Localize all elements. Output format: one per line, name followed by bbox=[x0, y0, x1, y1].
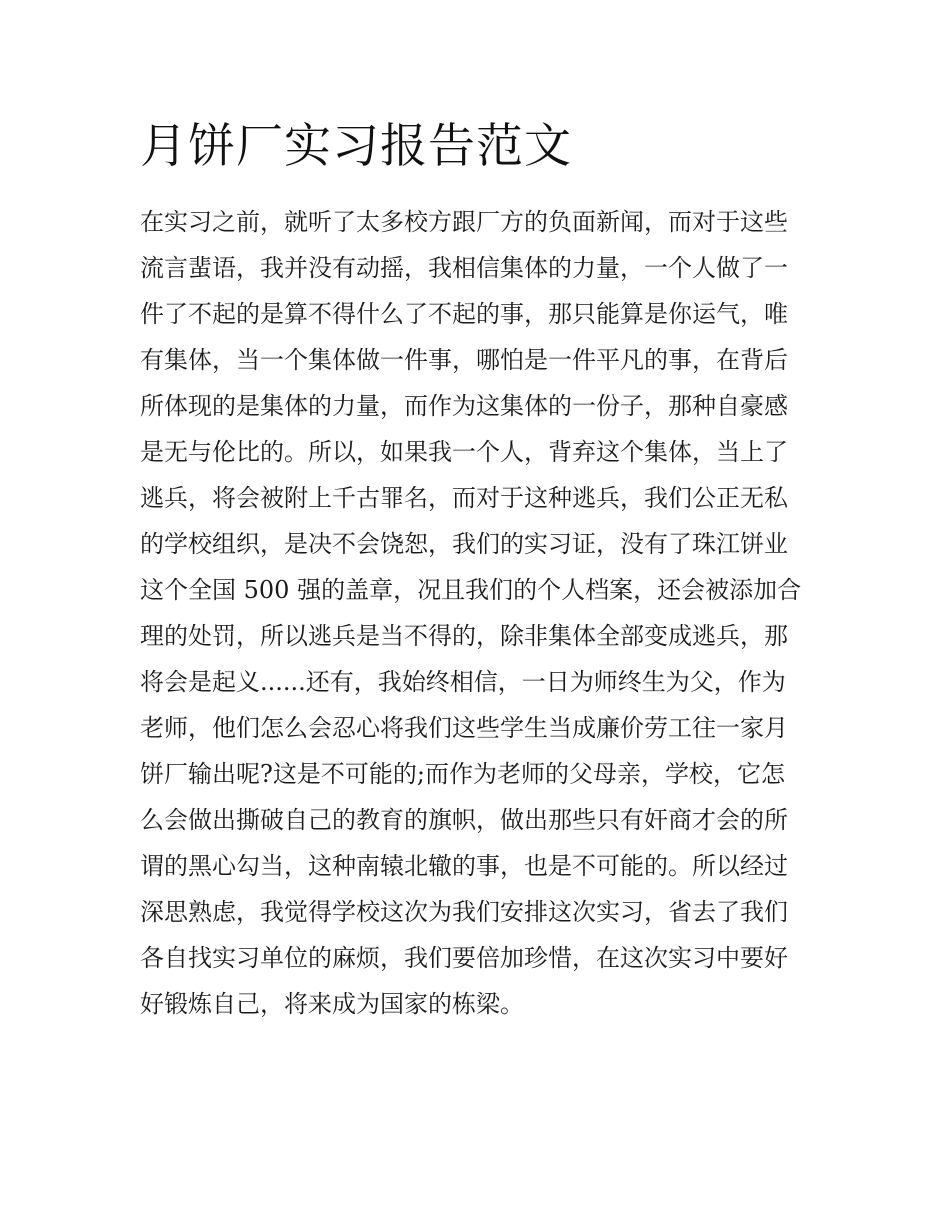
document-body bbox=[140, 199, 820, 1027]
body-line-4: 有集体，当一个集体做一件事，哪怕是一件平凡的事，在背后 bbox=[140, 346, 788, 374]
body-line-10: 理的处罚，所以逃兵是当不得的，除非集体全部变成逃兵，那 bbox=[140, 622, 788, 650]
body-line-15: 谓的黑心勾当，这种南辕北辙的事，也是不可能的。所以经过 bbox=[140, 852, 788, 880]
body-line-2: 流言蜚语，我并没有动摇，我相信集体的力量，一个人做了一 bbox=[140, 254, 788, 282]
body-line-1: 在实习之前，就听了太多校方跟厂方的负面新闻，而对于这些 bbox=[140, 208, 788, 236]
body-line-3: 件了不起的是算不得什么了不起的事，那只能算是你运气，唯 bbox=[140, 300, 788, 328]
body-line-7: 逃兵，将会被附上千古罪名，而对于这种逃兵，我们公正无私 bbox=[140, 484, 788, 512]
body-line-14: 么会做出撕破自己的教育的旗帜，做出那些只有奸商才会的所 bbox=[140, 806, 788, 834]
body-line-12: 老师，他们怎么会忍心将我们这些学生当成廉价劳工往一家月 bbox=[140, 714, 788, 742]
body-line-6: 是无与伦比的。所以，如果我一个人，背弃这个集体，当上了 bbox=[140, 438, 788, 466]
body-line-11: 将会是起义......还有，我始终相信，一日为师终生为父，作为 bbox=[140, 668, 786, 696]
document-title: 月饼厂实习报告范文 bbox=[140, 119, 572, 174]
body-line-5: 所体现的是集体的力量，而作为这集体的一份子，那种自豪感 bbox=[140, 392, 788, 420]
body-line-17: 各自找实习单位的麻烦，我们要倍加珍惜，在这次实习中要好 bbox=[140, 944, 788, 972]
body-line-18: 好锻炼自己，将来成为国家的栋梁。 bbox=[140, 990, 524, 1018]
body-line-13: 饼厂输出呢?这是不可能的;而作为老师的父母亲，学校，它怎 bbox=[140, 760, 785, 788]
body-line-8: 的学校组织，是决不会饶恕，我们的实习证，没有了珠江饼业 bbox=[140, 530, 788, 558]
body-line-9: 这个全国 500 强的盖章，况且我们的个人档案，还会被添加合 bbox=[140, 576, 802, 604]
body-line-16: 深思熟虑，我觉得学校这次为我们安排这次实习，省去了我们 bbox=[140, 898, 788, 926]
